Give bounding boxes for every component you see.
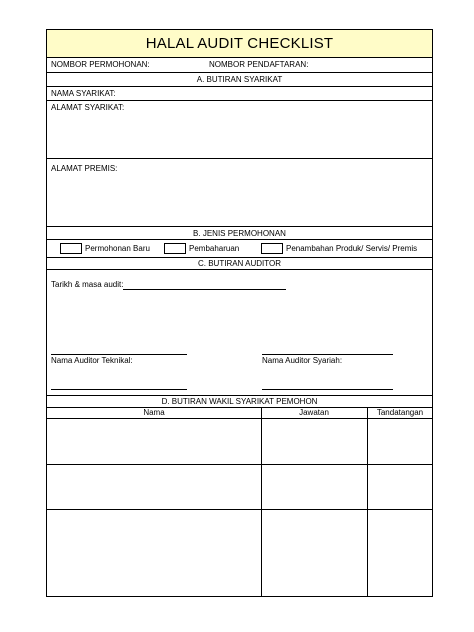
section-a-header: A. BUTIRAN SYARIKAT (47, 73, 432, 87)
nama-syarikat-label: NAMA SYARIKAT: (51, 89, 116, 98)
table-row[interactable] (47, 419, 432, 465)
auditor-teknikal-input-line[interactable] (51, 389, 187, 390)
alamat-premis-field[interactable] (47, 159, 432, 227)
auditor-block (47, 270, 432, 396)
column-nama: Nama (143, 408, 165, 417)
alamat-syarikat-label: ALAMAT SYARIKAT: (51, 103, 125, 112)
nama-syarikat-row[interactable] (47, 87, 432, 101)
pembaharuan-checkbox[interactable] (164, 243, 186, 254)
table-row[interactable] (47, 510, 432, 597)
alamat-premis-label: ALAMAT PREMIS: (51, 164, 118, 173)
penambahan-checkbox[interactable] (261, 243, 283, 254)
column-tandatangan: Tandatangan (376, 408, 424, 417)
section-c-header: C. BUTIRAN AUDITOR (47, 258, 432, 270)
auditor-syariah-label: Nama Auditor Syariah: (262, 356, 343, 365)
wakil-table-header (47, 408, 432, 419)
permohonan-baru-label: Permohonan Baru (85, 244, 150, 253)
form-title: HALAL AUDIT CHECKLIST (47, 30, 432, 58)
penambahan-label: Penambahan Produk/ Servis/ Premis (286, 244, 418, 253)
nombor-permohonan-label: NOMBOR PERMOHONAN: (51, 60, 150, 69)
jenis-permohonan-row (47, 240, 432, 258)
column-divider (367, 408, 368, 596)
column-divider (261, 408, 262, 596)
auditor-teknikal-line-top (51, 354, 187, 355)
pembaharuan-label: Pembaharuan (189, 244, 240, 253)
auditor-syariah-input-line[interactable] (262, 389, 393, 390)
auditor-teknikal-label: Nama Auditor Teknikal: (51, 356, 133, 365)
section-b-header: B. JENIS PERMOHONAN (47, 227, 432, 240)
section-d-header: D. BUTIRAN WAKIL SYARIKAT PEMOHON (47, 396, 432, 408)
alamat-syarikat-field[interactable] (47, 101, 432, 159)
permohonan-baru-checkbox[interactable] (60, 243, 82, 254)
nombor-pendaftaran-label: NOMBOR PENDAFTARAN: (209, 60, 309, 69)
audit-checklist-form (46, 29, 433, 597)
auditor-syariah-line-top (262, 354, 393, 355)
column-jawatan: Jawatan (299, 408, 329, 417)
tarikh-masa-line[interactable] (123, 289, 286, 290)
tarikh-masa-label: Tarikh & masa audit: (51, 280, 124, 289)
nombor-row (47, 58, 432, 73)
table-row[interactable] (47, 465, 432, 510)
